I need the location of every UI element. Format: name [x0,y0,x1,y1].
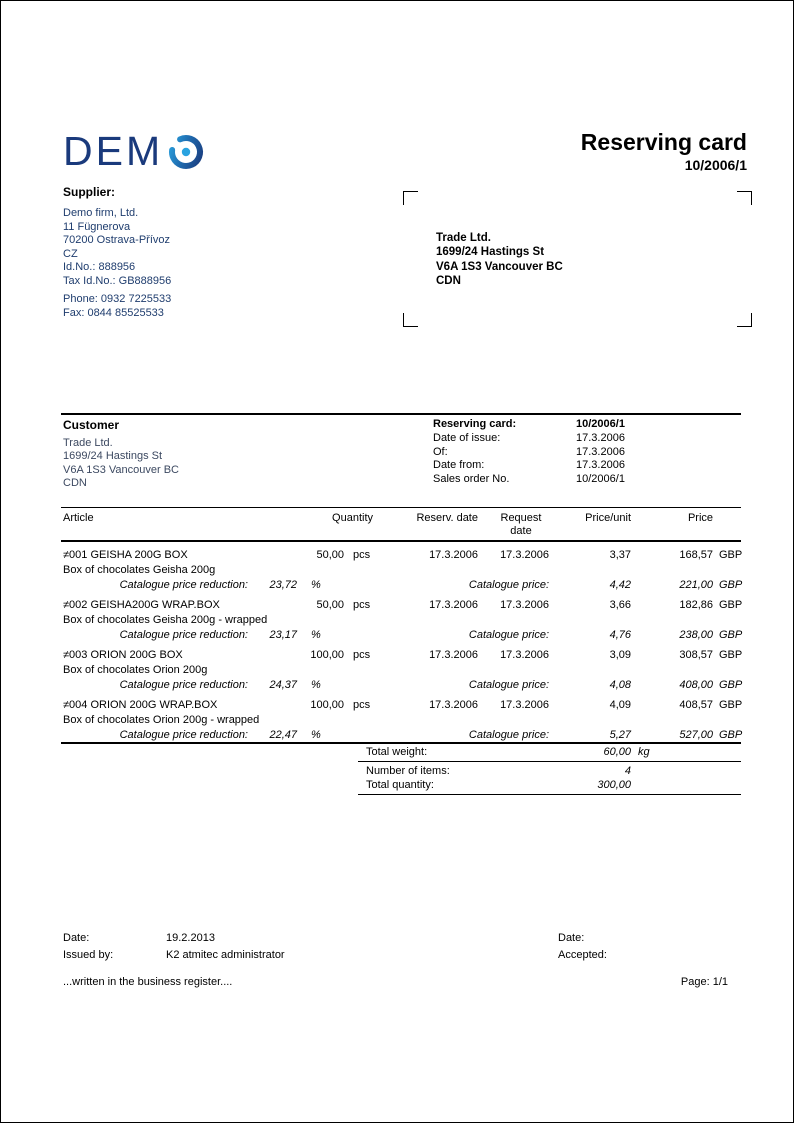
article-reserv-date: 17.3.2006 [429,649,478,661]
article-price-unit: 3,66 [609,599,631,611]
article-quantity: 50,00 [316,599,344,611]
catalogue-currency: GBP [719,679,743,691]
article-quantity: 50,00 [316,549,344,561]
article-unit: pcs [353,599,371,611]
recipient-country: CDN [436,274,461,287]
col-header-reserv-date: Reserv. date [416,512,478,524]
customer-heading: Customer [63,418,120,432]
card-info-label: Date from: [433,459,485,471]
catalogue-price: 527,00 [679,729,713,741]
footer-accepted-label: Accepted: [558,949,607,961]
total-weight-value: 60,00 [603,746,631,758]
footer-issued-by-label: Issued by: [63,949,114,961]
card-info-label: Reserving card: [433,418,517,430]
supplier-phone: Phone: 0932 7225533 [63,293,172,305]
supplier-city: 70200 Ostrava-Přívoz [63,234,170,247]
percent-sign: % [311,729,321,741]
catalogue-currency: GBP [719,629,743,641]
supplier-fax: Fax: 0844 85525533 [63,306,164,319]
supplier-contact [63,293,171,320]
article-quantity: 100,00 [310,649,344,661]
card-info-label: Sales order No. [433,473,510,485]
catalogue-reduction-label: Catalogue price reduction: [119,579,248,591]
catalogue-reduction-label: Catalogue price reduction: [119,679,248,691]
catalogue-reduction-value: 23,17 [269,629,297,641]
article-reserv-date: 17.3.2006 [429,599,478,611]
article-price-unit: 3,09 [609,649,631,661]
article-request-date: 17.3.2006 [500,599,549,611]
customer-street: 1699/24 Hastings St [63,450,163,463]
card-info-value: 17.3.2006 [576,432,625,444]
article-price-unit: 3,37 [609,549,631,561]
article-code-name: ≠001 GEISHA 200G BOX [63,549,188,561]
card-info-value: 17.3.2006 [576,446,625,458]
catalogue-price: 238,00 [679,629,713,641]
col-header-price-unit: Price/unit [585,512,631,524]
business-register-note: ...written in the business register.... [63,976,233,988]
document-number: 10/2006/1 [684,157,747,173]
article-description: Box of chocolates Orion 200g - wrapped [63,714,260,726]
footer-date-value: 19.2.2013 [166,932,215,944]
percent-sign: % [311,579,321,591]
total-weight-label: Total weight: [366,746,428,758]
number-of-items-value: 4 [624,765,631,777]
col-header-article: Article [63,512,94,524]
catalogue-currency: GBP [719,579,743,591]
total-weight-unit: kg [638,746,650,758]
table-top-rule [61,507,741,508]
customer-address [63,437,179,491]
col-header-request-line1: Request [500,512,542,524]
card-info-label: Of: [433,446,448,458]
article-price: 168,57 [679,549,713,561]
catalogue-price-label: Catalogue price: [468,679,549,691]
crop-mark-top-left [403,191,418,205]
catalogue-reduction-label: Catalogue price reduction: [119,629,248,641]
catalogue-reduction-value: 24,37 [269,679,297,691]
customer-name: Trade Ltd. [63,437,113,449]
article-reserv-date: 17.3.2006 [429,699,478,711]
col-header-quantity: Quantity [332,512,373,524]
supplier-tax-id: Tax Id.No.: GB888956 [63,274,172,287]
catalogue-price-unit: 4,42 [609,579,631,591]
recipient-name: Trade Ltd. [436,232,491,244]
supplier-street: 11 Fügnerova [63,220,131,233]
article-description: Box of chocolates Geisha 200g - wrapped [63,614,268,626]
logo-ring-icon [165,131,207,173]
catalogue-currency: GBP [719,729,743,741]
catalogue-price-label: Catalogue price: [468,729,549,741]
catalogue-reduction-label: Catalogue price reduction: [119,729,248,741]
crop-mark-top-right [737,191,752,205]
article-code-name: ≠003 ORION 200G BOX [63,649,183,661]
total-quantity-label: Total quantity: [366,779,434,791]
article-quantity: 100,00 [310,699,344,711]
footer-date-label: Date: [63,932,90,944]
customer-section-divider [61,413,741,415]
page-number: Page: 1/1 [680,976,728,988]
company-logo [63,129,207,173]
article-price: 408,57 [679,699,713,711]
article-request-date: 17.3.2006 [500,649,549,661]
article-currency: GBP [719,549,743,561]
number-of-items-label: Number of items: [366,765,450,777]
totals-bottom-rule [358,794,741,795]
recipient-address [436,231,563,288]
customer-country: CDN [63,477,87,490]
card-info-value: 10/2006/1 [576,473,625,485]
article-code-name: ≠002 GEISHA200G WRAP.BOX [63,599,220,611]
catalogue-price-label: Catalogue price: [468,579,549,591]
supplier-name: Demo firm, Ltd. [63,207,139,219]
customer-city: V6A 1S3 Vancouver BC [63,463,179,476]
percent-sign: % [311,629,321,641]
article-request-date: 17.3.2006 [500,699,549,711]
article-price: 182,86 [679,599,713,611]
table-bottom-rule [61,742,741,744]
logo-text: DEM [63,128,164,174]
catalogue-price-label: Catalogue price: [468,629,549,641]
page-title: Reserving card [580,129,747,155]
recipient-street: 1699/24 Hastings St [436,246,545,259]
catalogue-reduction-value: 23,72 [269,579,297,591]
totals-rule [358,761,741,762]
card-info-value: 17.3.2006 [576,459,625,471]
footer-right-date-label: Date: [558,932,585,944]
article-unit: pcs [353,549,371,561]
crop-mark-bottom-left [403,313,418,327]
supplier-address [63,207,171,289]
article-request-date: 17.3.2006 [500,549,549,561]
article-price: 308,57 [679,649,713,661]
article-currency: GBP [719,649,743,661]
article-currency: GBP [719,599,743,611]
col-header-request-line2: date [510,525,532,537]
table-header-rule [61,540,741,542]
catalogue-reduction-value: 22,47 [269,729,297,741]
article-reserv-date: 17.3.2006 [429,549,478,561]
supplier-heading: Supplier: [63,185,116,199]
card-info-label: Date of issue: [433,432,501,444]
article-description: Box of chocolates Geisha 200g [63,564,216,576]
article-price-unit: 4,09 [609,699,631,711]
article-unit: pcs [353,699,371,711]
supplier-country: CZ [63,247,78,260]
catalogue-price-unit: 4,08 [609,679,631,691]
catalogue-price-unit: 4,76 [609,629,631,641]
catalogue-price-unit: 5,27 [609,729,631,741]
article-description: Box of chocolates Orion 200g [63,664,208,676]
footer-issued-by-value: K2 atmitec administrator [166,949,285,961]
catalogue-price: 408,00 [679,679,713,691]
card-info-value: 10/2006/1 [576,418,625,430]
col-header-request-date [481,512,561,538]
article-currency: GBP [719,699,743,711]
article-unit: pcs [353,649,371,661]
percent-sign: % [311,679,321,691]
catalogue-price: 221,00 [679,579,713,591]
crop-mark-bottom-right [737,313,752,327]
recipient-city: V6A 1S3 Vancouver BC [436,260,563,273]
col-header-price: Price [687,512,713,524]
total-quantity-value: 300,00 [597,779,631,791]
supplier-id: Id.No.: 888956 [63,261,136,274]
article-code-name: ≠004 ORION 200G WRAP.BOX [63,699,218,711]
